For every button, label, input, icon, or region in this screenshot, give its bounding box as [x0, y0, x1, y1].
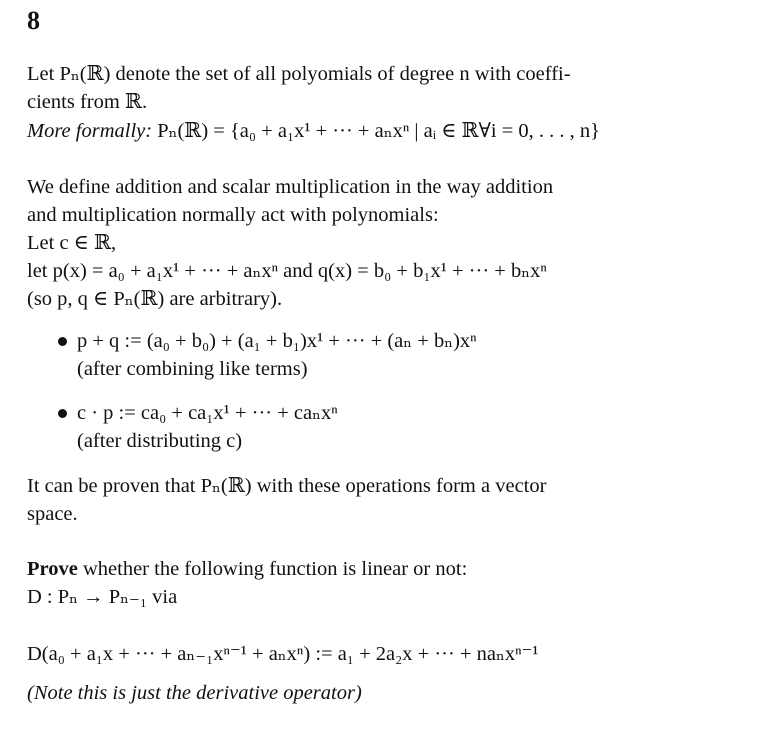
- bullet-note: (after combining like terms): [77, 358, 308, 380]
- intro-line-2: cients from ℝ.: [27, 91, 148, 113]
- bullet-dot: [58, 337, 67, 346]
- prove-keyword: Prove: [27, 558, 78, 580]
- bullet-formula: p + q := (a₀ + b₀) + (a₁ + b₁)x¹ + ··· + (aₙ + bₙ)xⁿ: [77, 330, 477, 352]
- derivative-note: (Note this is just the derivative operator): [27, 682, 362, 704]
- bullet-note: (after distributing c): [77, 430, 243, 452]
- derivative-formula: D(a₀ + a₁x + ··· + aₙ₋₁xⁿ⁻¹ + aₙxⁿ) := a₁ + 2a₂x + ··· + naₙxⁿ⁻¹: [27, 643, 539, 665]
- prove-rest: whether the following function is linear or not:: [77, 558, 468, 580]
- prove-statement: [27, 555, 467, 583]
- map-definition: D : Pₙ → Pₙ₋₁ via: [27, 586, 178, 608]
- problem-number: 8: [27, 6, 40, 35]
- formal-prefix: More formally:: [27, 120, 153, 142]
- definition-line-1: We define addition and scalar multiplication in the way addition: [27, 176, 554, 198]
- definition-line-3: Let c ∈ ℝ,: [27, 232, 117, 254]
- definition-line-2: and multiplication normally act with polynomials:: [27, 204, 439, 226]
- bullet-formula: c · p := ca₀ + ca₁x¹ + ··· + caₙxⁿ: [77, 402, 338, 424]
- definition-line-4: let p(x) = a₀ + a₁x¹ + ··· + aₙxⁿ and q(x) = b₀ + b₁x¹ + ··· + bₙxⁿ: [27, 260, 547, 282]
- bullet-dot: [58, 409, 67, 418]
- definition-line-5: (so p, q ∈ Pₙ(ℝ) are arbitrary).: [27, 288, 283, 310]
- formal-definition: [27, 117, 600, 145]
- formal-math: Pₙ(ℝ) = {a₀ + a₁x¹ + ··· + aₙxⁿ | aᵢ ∈ ℝ∀i = 0, . . . , n}: [157, 120, 601, 142]
- vector-space-line-2: space.: [27, 503, 78, 525]
- vector-space-line-1: It can be proven that Pₙ(ℝ) with these operations form a vector: [27, 475, 547, 497]
- intro-line-1: Let Pₙ(ℝ) denote the set of all polyomials of degree n with coeffi-: [27, 63, 571, 85]
